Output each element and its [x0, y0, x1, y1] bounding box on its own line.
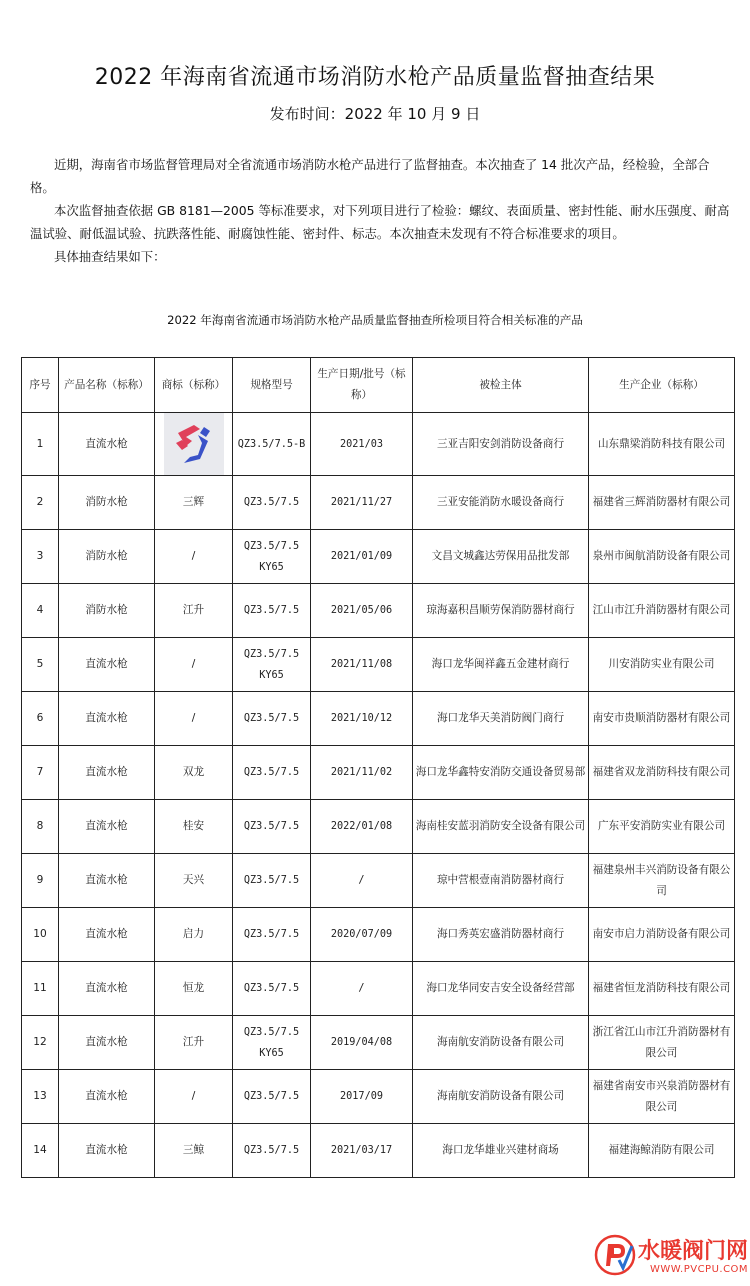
cell-model: QZ3.5/7.5: [233, 1070, 311, 1124]
cell-model: QZ3.5/7.5: [233, 908, 311, 962]
cell-subject: 海南桂安蓝羽消防安全设备有限公司: [413, 800, 589, 854]
table-row: [22, 962, 735, 1016]
paragraph-1: 近期，海南省市场监督管理局对全省流通市场消防水枪产品进行了监督抽查。本次抽查了 14 批次产品，经检验，全部合格。: [30, 157, 710, 195]
table-body: [22, 413, 735, 1178]
paragraph-3: 具体抽查结果如下：: [54, 249, 166, 264]
cell-maker: 福建省南安市兴泉消防器材有限公司: [589, 1070, 735, 1124]
cell-model: QZ3.5/7.5: [233, 692, 311, 746]
cell-brand: 双龙: [155, 746, 233, 800]
cell-model: QZ3.5/7.5: [233, 1124, 311, 1178]
cell-no: 10: [22, 908, 59, 962]
table-row: [22, 413, 735, 476]
cell-subject: 海南航安消防设备有限公司: [413, 1070, 589, 1124]
cell-subject: 海口龙华鑫特安消防交通设备贸易部: [413, 746, 589, 800]
cell-product: 直流水枪: [59, 692, 155, 746]
cell-model: QZ3.5/7.5: [233, 746, 311, 800]
cell-brand: 桂安: [155, 800, 233, 854]
cell-maker: 江山市江升消防器材有限公司: [589, 584, 735, 638]
cell-date: 2021/10/12: [311, 692, 413, 746]
table-row: [22, 854, 735, 908]
cell-model: QZ3.5/7.5: [233, 854, 311, 908]
cell-product: 直流水枪: [59, 1070, 155, 1124]
table-row: [22, 746, 735, 800]
table-header-row: [22, 358, 735, 413]
cell-maker: 南安市贵顺消防器材有限公司: [589, 692, 735, 746]
cell-subject: 琼中营根壹南消防器材商行: [413, 854, 589, 908]
cell-maker: 浙江省江山市江升消防器材有限公司: [589, 1016, 735, 1070]
cell-subject: 三亚安能消防水暖设备商行: [413, 476, 589, 530]
cell-no: 7: [22, 746, 59, 800]
cell-date: /: [311, 854, 413, 908]
cell-product: 直流水枪: [59, 800, 155, 854]
cell-no: 13: [22, 1070, 59, 1124]
cell-maker: 福建泉州丰兴消防设备有限公司: [589, 854, 735, 908]
header-cell: 规格型号: [233, 358, 311, 413]
cell-no: 9: [22, 854, 59, 908]
cell-product: 直流水枪: [59, 638, 155, 692]
cell-model: QZ3.5/7.5: [233, 584, 311, 638]
header-cell: 商标（标称）: [155, 358, 233, 413]
table-row: [22, 530, 735, 584]
header-cell: 生产日期/批号（标称）: [311, 358, 413, 413]
table-row: [22, 476, 735, 530]
table-row: [22, 1124, 735, 1178]
cell-model: QZ3.5/7.5 KY65: [233, 1016, 311, 1070]
paragraph-2: 本次监督抽查依据 GB 8181—2005 等标准要求，对下列项目进行了检验：螺纹、表面质量、密封性能、耐水压强度、耐高温试验、耐低温试验、抗跌落性能、耐腐蚀性能、密封件、标志。本次抽查未发现有不符合标准要求的项目。: [30, 203, 730, 241]
cell-date: 2021/05/06: [311, 584, 413, 638]
header-cell: 生产企业（标称）: [589, 358, 735, 413]
watermark-url: WWW.PVCPU.COM: [650, 1264, 749, 1275]
table-row: [22, 1070, 735, 1124]
cell-no: 11: [22, 962, 59, 1016]
cell-date: 2017/09: [311, 1070, 413, 1124]
cell-maker: 福建省双龙消防科技有限公司: [589, 746, 735, 800]
cell-no: 1: [22, 413, 59, 476]
cell-maker: 广东平安消防实业有限公司: [589, 800, 735, 854]
cell-date: 2021/01/09: [311, 530, 413, 584]
cell-date: 2019/04/08: [311, 1016, 413, 1070]
table-row: [22, 800, 735, 854]
brand-logo-image: [164, 413, 224, 475]
header-cell: 被检主体: [413, 358, 589, 413]
cell-date: 2021/11/27: [311, 476, 413, 530]
cell-maker: 泉州市闽航消防设备有限公司: [589, 530, 735, 584]
results-table: [21, 357, 735, 1178]
cell-brand: /: [155, 692, 233, 746]
table-row: [22, 638, 735, 692]
cell-no: 3: [22, 530, 59, 584]
cell-no: 8: [22, 800, 59, 854]
cell-maker: 南安市启力消防设备有限公司: [589, 908, 735, 962]
page-title: 2022 年海南省流通市场消防水枪产品质量监督抽查结果: [94, 65, 656, 90]
cell-subject: 三亚吉阳安剑消防设备商行: [413, 413, 589, 476]
cell-model: QZ3.5/7.5-B: [233, 413, 311, 476]
cell-date: 2021/03/17: [311, 1124, 413, 1178]
cell-brand: /: [155, 638, 233, 692]
cell-date: /: [311, 962, 413, 1016]
cell-subject: 海口秀英宏盛消防器材商行: [413, 908, 589, 962]
cell-product: 直流水枪: [59, 854, 155, 908]
cell-model: QZ3.5/7.5: [233, 800, 311, 854]
cell-brand: 三辉: [155, 476, 233, 530]
site-watermark: [592, 1232, 748, 1284]
table-caption: 2022 年海南省流通市场消防水枪产品质量监督抽查所检项目符合相关标准的产品: [167, 313, 583, 327]
cell-brand: [155, 413, 233, 476]
intro-text: [30, 153, 730, 268]
publish-date: 发布时间：2022 年 10 月 9 日: [269, 105, 481, 123]
cell-brand: /: [155, 1070, 233, 1124]
cell-date: 2020/07/09: [311, 908, 413, 962]
cell-brand: 江升: [155, 584, 233, 638]
cell-maker: 福建海鲸消防有限公司: [589, 1124, 735, 1178]
cell-date: 2022/01/08: [311, 800, 413, 854]
cell-product: 直流水枪: [59, 962, 155, 1016]
cell-date: 2021/11/02: [311, 746, 413, 800]
cell-maker: 山东鼎梁消防科技有限公司: [589, 413, 735, 476]
header-cell: 产品名称（标称）: [59, 358, 155, 413]
cell-brand: 恒龙: [155, 962, 233, 1016]
header-cell: 序号: [22, 358, 59, 413]
cell-brand: 三鲸: [155, 1124, 233, 1178]
cell-brand: 天兴: [155, 854, 233, 908]
cell-product: 直流水枪: [59, 1124, 155, 1178]
cell-maker: 福建省三辉消防器材有限公司: [589, 476, 735, 530]
cell-no: 14: [22, 1124, 59, 1178]
cell-subject: 海口龙华天美消防阀门商行: [413, 692, 589, 746]
table-row: [22, 584, 735, 638]
cell-product: 消防水枪: [59, 530, 155, 584]
cell-maker: 福建省恒龙消防科技有限公司: [589, 962, 735, 1016]
cell-product: 直流水枪: [59, 746, 155, 800]
cell-product: 直流水枪: [59, 908, 155, 962]
cell-date: 2021/03: [311, 413, 413, 476]
cell-no: 6: [22, 692, 59, 746]
cell-product: 直流水枪: [59, 413, 155, 476]
cell-no: 12: [22, 1016, 59, 1070]
cell-no: 2: [22, 476, 59, 530]
cell-brand: 启力: [155, 908, 233, 962]
cell-model: QZ3.5/7.5: [233, 962, 311, 1016]
table-row: [22, 1016, 735, 1070]
cell-date: 2021/11/08: [311, 638, 413, 692]
cell-subject: 海口龙华闽祥鑫五金建材商行: [413, 638, 589, 692]
cell-brand: 江升: [155, 1016, 233, 1070]
cell-subject: 海口龙华同安吉安全设备经营部: [413, 962, 589, 1016]
cell-no: 5: [22, 638, 59, 692]
cell-model: QZ3.5/7.5: [233, 476, 311, 530]
cell-product: 消防水枪: [59, 476, 155, 530]
table-row: [22, 908, 735, 962]
cell-product: 消防水枪: [59, 584, 155, 638]
cell-brand: /: [155, 530, 233, 584]
watermark-title: 水暖阀门网: [638, 1239, 749, 1264]
cell-product: 直流水枪: [59, 1016, 155, 1070]
cell-model: QZ3.5/7.5 KY65: [233, 638, 311, 692]
cell-no: 4: [22, 584, 59, 638]
pv-logo-icon: [592, 1232, 638, 1278]
table-row: [22, 692, 735, 746]
cell-maker: 川安消防实业有限公司: [589, 638, 735, 692]
cell-model: QZ3.5/7.5 KY65: [233, 530, 311, 584]
cell-subject: 琼海嘉积昌顺劳保消防器材商行: [413, 584, 589, 638]
cell-subject: 文昌文城鑫达劳保用品批发部: [413, 530, 589, 584]
cell-subject: 海口龙华雄业兴建材商场: [413, 1124, 589, 1178]
cell-subject: 海南航安消防设备有限公司: [413, 1016, 589, 1070]
